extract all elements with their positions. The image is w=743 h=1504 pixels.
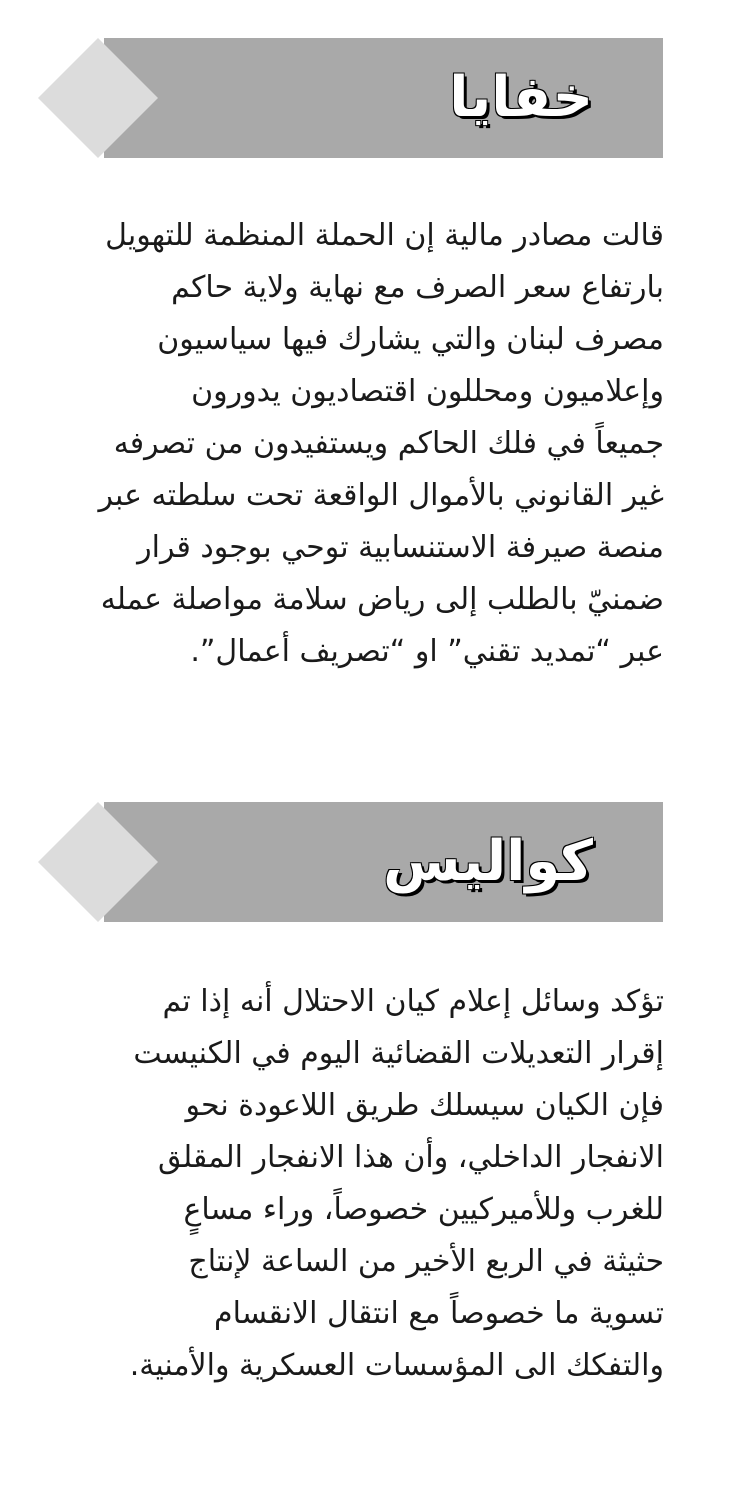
article-line: بارتفاع سعر الصرف مع نهاية ولاية حاكم <box>171 270 664 305</box>
article-body-khafaya <box>40 210 664 678</box>
article-line: مصرف لبنان والتي يشارك فيها سياسيون <box>157 322 664 357</box>
diamond-icon <box>38 38 158 158</box>
section-title: خفايا <box>449 65 593 130</box>
article-line: للغرب وللأميركيين خصوصاً، وراء مساعٍ <box>183 1192 664 1227</box>
article-line: جميعاً في فلك الحاكم ويستفيدون من تصرفه <box>113 426 664 461</box>
section-banner-khafaya <box>0 38 743 158</box>
article-line: إقرار التعديلات القضائية اليوم في الكنيست <box>133 1036 664 1071</box>
section-banner-kawalees <box>0 802 743 922</box>
article-line: تسوية ما خصوصاً مع انتقال الانقسام <box>214 1296 664 1331</box>
section-title: كواليس <box>383 829 593 894</box>
article-line: حثيثة في الربع الأخير من الساعة لإنتاج <box>188 1244 664 1279</box>
article-line: عبر “تمديد تقني” او “تصريف أعمال”. <box>190 634 664 669</box>
diamond-icon <box>38 802 158 922</box>
article-line: والتفكك الى المؤسسات العسكرية والأمنية. <box>129 1348 664 1383</box>
article-line: قالت مصادر مالية إن الحملة المنظمة للتهويل <box>105 218 664 253</box>
article-line: ضمنيّ بالطلب إلى رياض سلامة مواصلة عمله <box>100 582 664 617</box>
article-line: منصة صيرفة الاستنسابية توحي بوجود قرار <box>137 530 664 565</box>
article-line: وإعلاميون ومحللون اقتصاديون يدورون <box>191 374 664 409</box>
article-line: غير القانوني بالأموال الواقعة تحت سلطته عبر <box>98 478 664 513</box>
article-line: فإن الكيان سيسلك طريق اللاعودة نحو <box>185 1088 664 1123</box>
article-line: الانفجار الداخلي، وأن هذا الانفجار المقلق <box>157 1140 664 1175</box>
article-body-kawalees <box>40 976 664 1392</box>
article-line: تؤكد وسائل إعلام كيان الاحتلال أنه إذا تم <box>162 984 664 1019</box>
